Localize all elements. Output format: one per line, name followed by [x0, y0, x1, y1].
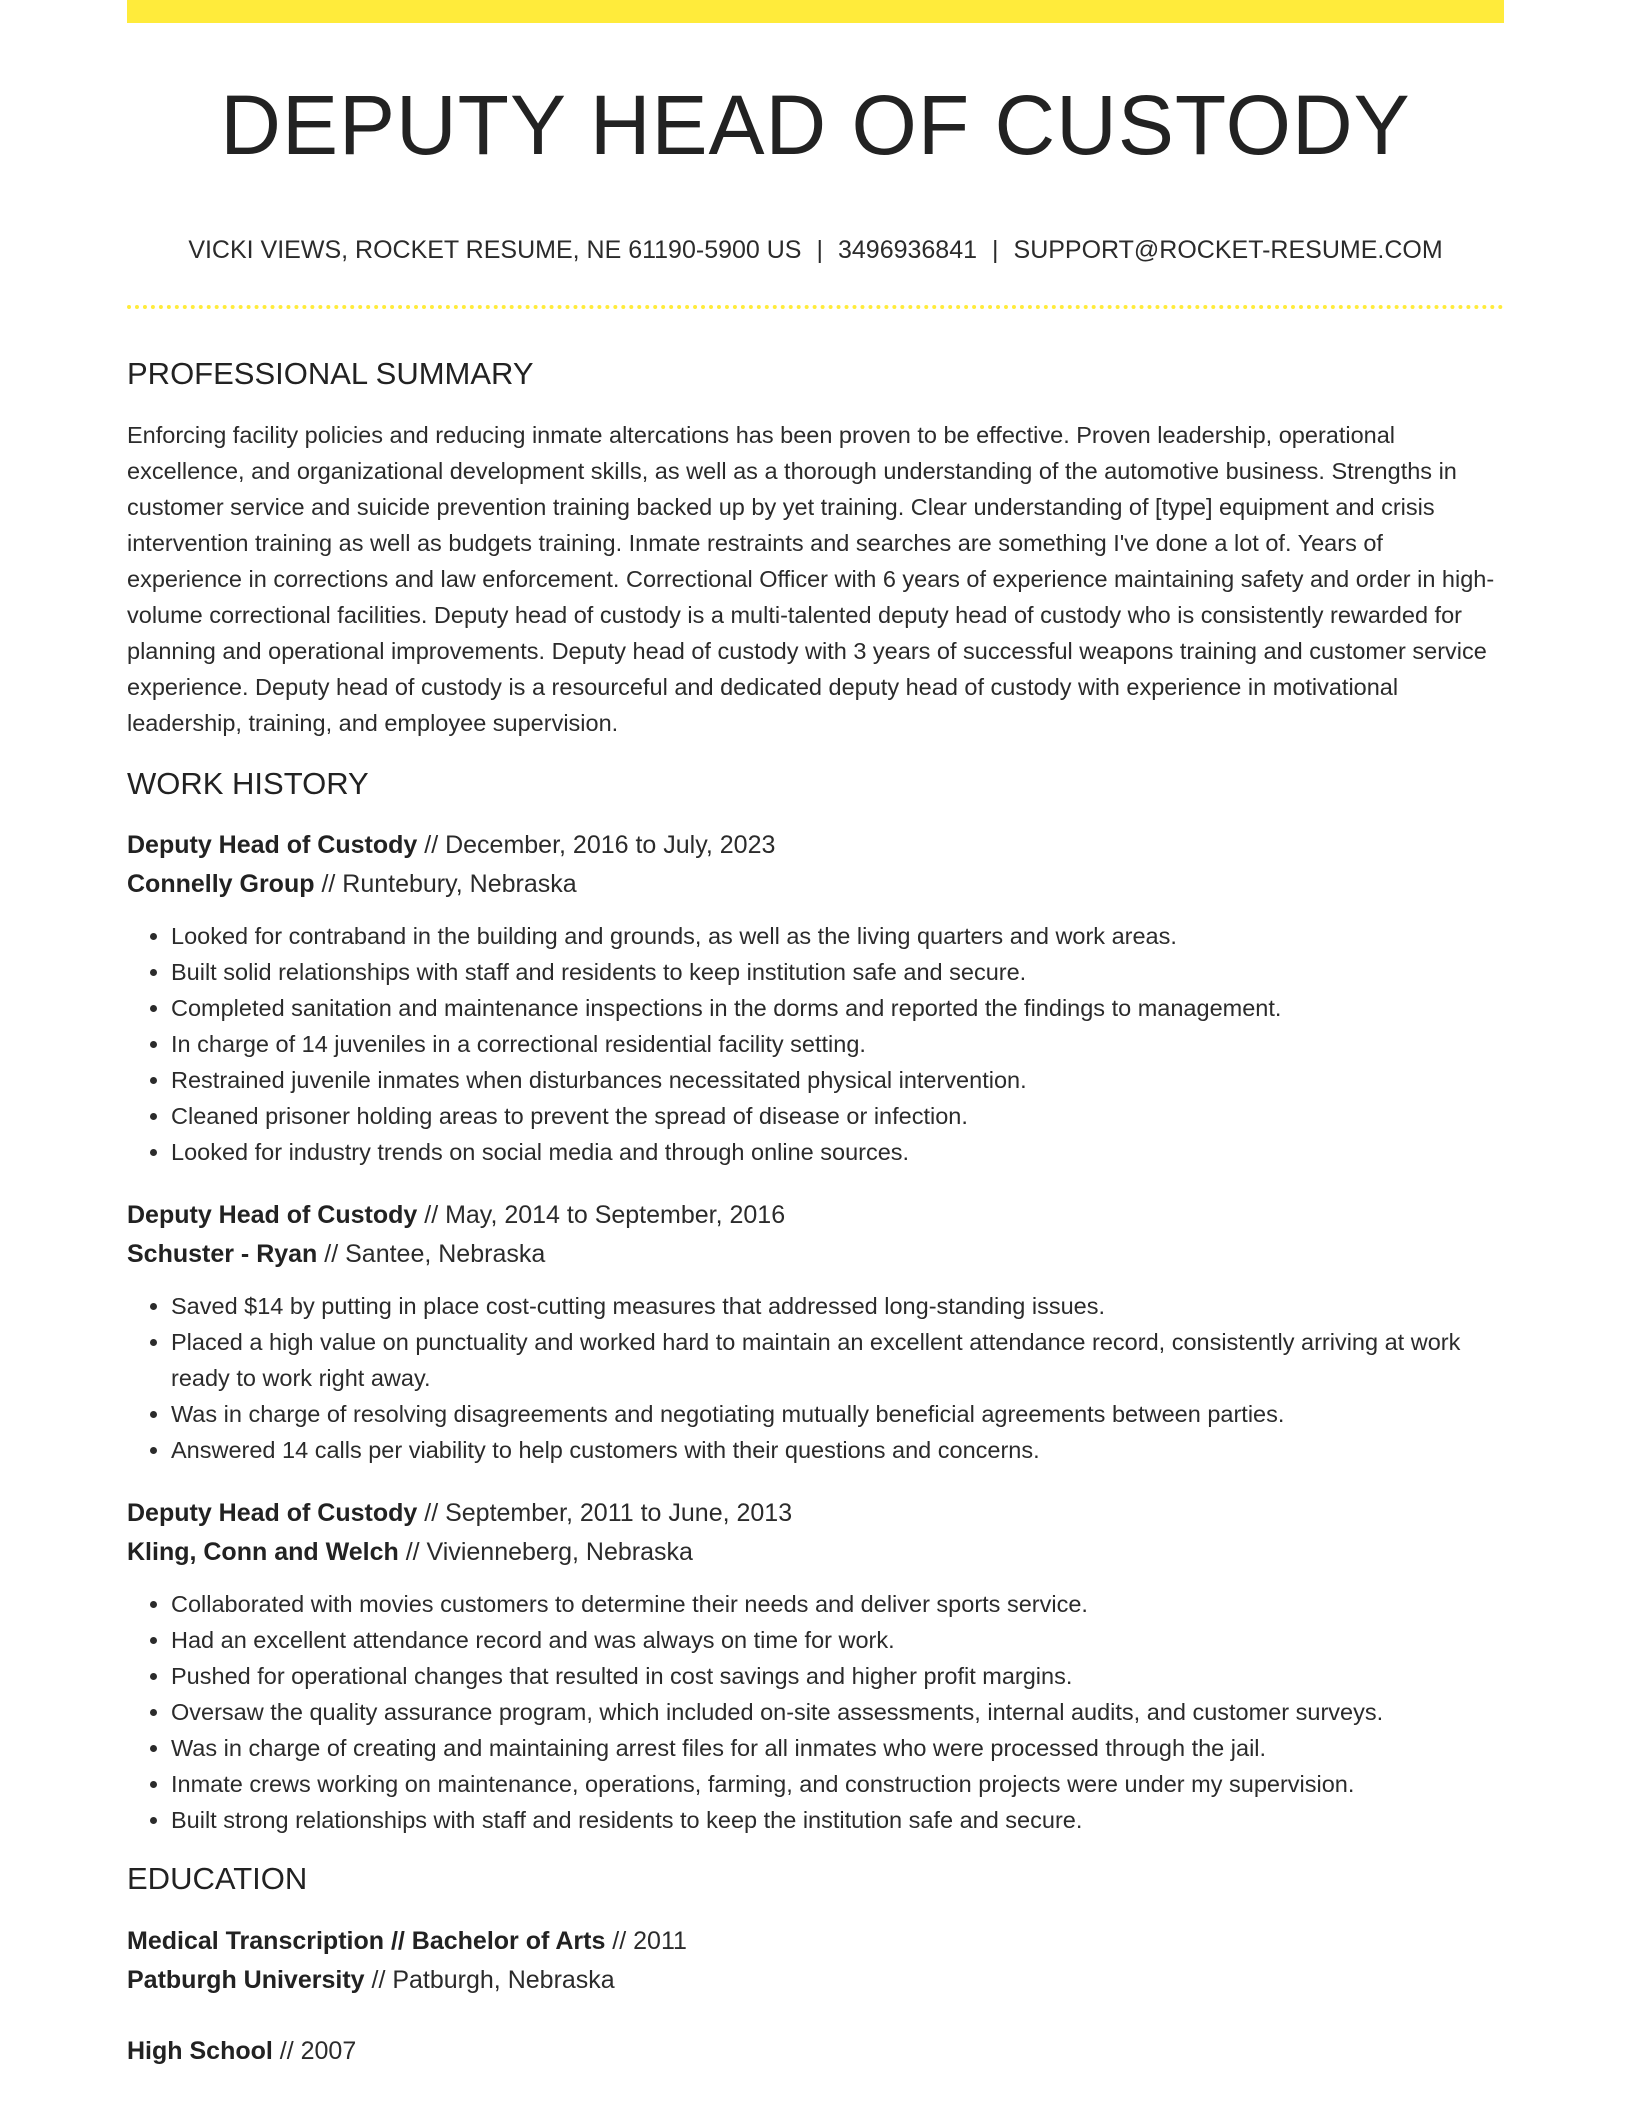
job-entry — [127, 1196, 1504, 1468]
job-bullet: • Oversaw the quality assurance program, which included on-site assessments, internal audits, and customer surveys. — [171, 1694, 1504, 1730]
job-bullet: • Cleaned prisoner holding areas to prevent the spread of disease or infection. — [171, 1098, 1504, 1134]
job-bullet: • Collaborated with movies customers to determine their needs and deliver sports service. — [171, 1586, 1504, 1622]
job-entry — [127, 1494, 1504, 1838]
job-bullet-list — [127, 918, 1504, 1170]
summary-heading: PROFESSIONAL SUMMARY — [127, 356, 534, 391]
accent-top-bar — [127, 0, 1504, 23]
job-entry — [127, 826, 1504, 1170]
job-title: Deputy Head of Custody — [127, 1201, 418, 1230]
job-dates: // December, 2016 to July, 2023 — [417, 831, 776, 860]
job-bullet: • Inmate crews working on maintenance, operations, farming, and construction projects were under my supervision. — [171, 1766, 1504, 1802]
summary-text: Enforcing facility policies and reducing inmate altercations has been proven to be effective. Proven leadership, operational excellence, and organizational development skills, as well as a thorough understanding of the automotive business. Strengths in customer service and suicide prevention training backed up by yet training. Clear understanding of [type] equipment and crisis intervention training as well as budgets training. Inmate restraints and searches are something I've done a lot of. Years of experience in corrections and law enforcement. Correctional Officer with 6 years of experience maintaining safety and order in high-volume correctional facilities. Deputy head of custody is a multi-talented deputy head of custody who is consistently rewarded for planning and operational improvements. Deputy head of custody with 3 years of successful weapons training and customer service experience. Deputy head of custody is a resourceful and dedicated deputy head of custody with experience in motivational leadership, training, and employee supervision. — [127, 422, 1495, 737]
job-bullet: • Was in charge of creating and maintaining arrest files for all inmates who were processed through the jail. — [171, 1730, 1504, 1766]
job-bullet: • Built strong relationships with staff and residents to keep the institution safe and secure. — [171, 1802, 1504, 1838]
education-entry — [127, 2032, 1504, 2071]
job-title-line — [127, 826, 1504, 865]
job-bullet: • Looked for industry trends on social media and through online sources. — [171, 1134, 1504, 1170]
job-title: Deputy Head of Custody — [127, 1499, 418, 1528]
education-degree: Medical Transcription // Bachelor of Arts — [127, 1926, 606, 1955]
job-bullet: • Answered 14 calls per viability to help customers with their questions and concerns. — [171, 1432, 1504, 1468]
job-company: Kling, Conn and Welch — [127, 1538, 399, 1567]
contact-separator: | — [992, 236, 999, 264]
job-company-line — [127, 865, 1504, 904]
job-company-line — [127, 1533, 1504, 1572]
job-location: // Santee, Nebraska — [317, 1240, 546, 1269]
job-company-line — [127, 1235, 1504, 1274]
job-title-line — [127, 1494, 1504, 1533]
education-degree-line — [127, 2032, 1504, 2071]
job-location: // Vivienneberg, Nebraska — [398, 1538, 693, 1567]
job-title-line — [127, 1196, 1504, 1235]
job-bullet-list — [127, 1288, 1504, 1468]
job-location: // Runtebury, Nebraska — [314, 870, 577, 899]
work-history-heading: WORK HISTORY — [127, 766, 369, 802]
dotted-divider — [127, 305, 1504, 309]
job-bullet-list — [127, 1586, 1504, 1838]
education-entry — [127, 1922, 1504, 2000]
job-bullet: • Looked for contraband in the building and grounds, as well as the living quarters and work areas. — [171, 918, 1504, 954]
job-title: Deputy Head of Custody — [127, 831, 418, 860]
contact-line — [127, 235, 1504, 265]
job-bullet: • Pushed for operational changes that resulted in cost savings and higher profit margins. — [171, 1658, 1504, 1694]
job-bullet: • Completed sanitation and maintenance inspections in the dorms and reported the findings to management. — [171, 990, 1504, 1026]
education-degree-line — [127, 1922, 1504, 1961]
education-heading: EDUCATION — [127, 1861, 308, 1897]
job-bullet: • In charge of 14 juveniles in a correctional residential facility setting. — [171, 1026, 1504, 1062]
job-bullet: • Placed a high value on punctuality and worked hard to maintain an excellent attendance record, consistently arriving at work ready to work right away. — [171, 1324, 1504, 1396]
contact-phone: 3496936841 — [837, 236, 978, 264]
education-degree: High School — [127, 2036, 273, 2065]
contact-email: SUPPORT@ROCKET-RESUME.COM — [1013, 236, 1443, 264]
job-bullet: • Built solid relationships with staff and residents to keep institution safe and secure. — [171, 954, 1504, 990]
job-company: Schuster - Ryan — [127, 1240, 318, 1269]
education-location: // Patburgh, Nebraska — [364, 1965, 615, 1994]
contact-separator: | — [816, 236, 823, 264]
job-dates: // September, 2011 to June, 2013 — [417, 1499, 793, 1528]
resume-title: DEPUTY HEAD OF CUSTODY — [220, 78, 1411, 172]
education-school: Patburgh University — [127, 1965, 365, 1994]
resume-page — [127, 0, 1504, 2071]
education-year: // 2007 — [272, 2036, 357, 2065]
education-school-line — [127, 1961, 1504, 2000]
job-bullet: • Had an excellent attendance record and was always on time for work. — [171, 1622, 1504, 1658]
job-bullet: • Saved $14 by putting in place cost-cutting measures that addressed long-standing issues. — [171, 1288, 1504, 1324]
job-dates: // May, 2014 to September, 2016 — [417, 1201, 786, 1230]
job-bullet: • Restrained juvenile inmates when disturbances necessitated physical intervention. — [171, 1062, 1504, 1098]
job-company: Connelly Group — [127, 870, 315, 899]
contact-address: VICKI VIEWS, ROCKET RESUME, NE 61190-5900 US — [188, 236, 802, 264]
education-year: // 2011 — [605, 1926, 687, 1955]
job-bullet: • Was in charge of resolving disagreements and negotiating mutually beneficial agreements between parties. — [171, 1396, 1504, 1432]
